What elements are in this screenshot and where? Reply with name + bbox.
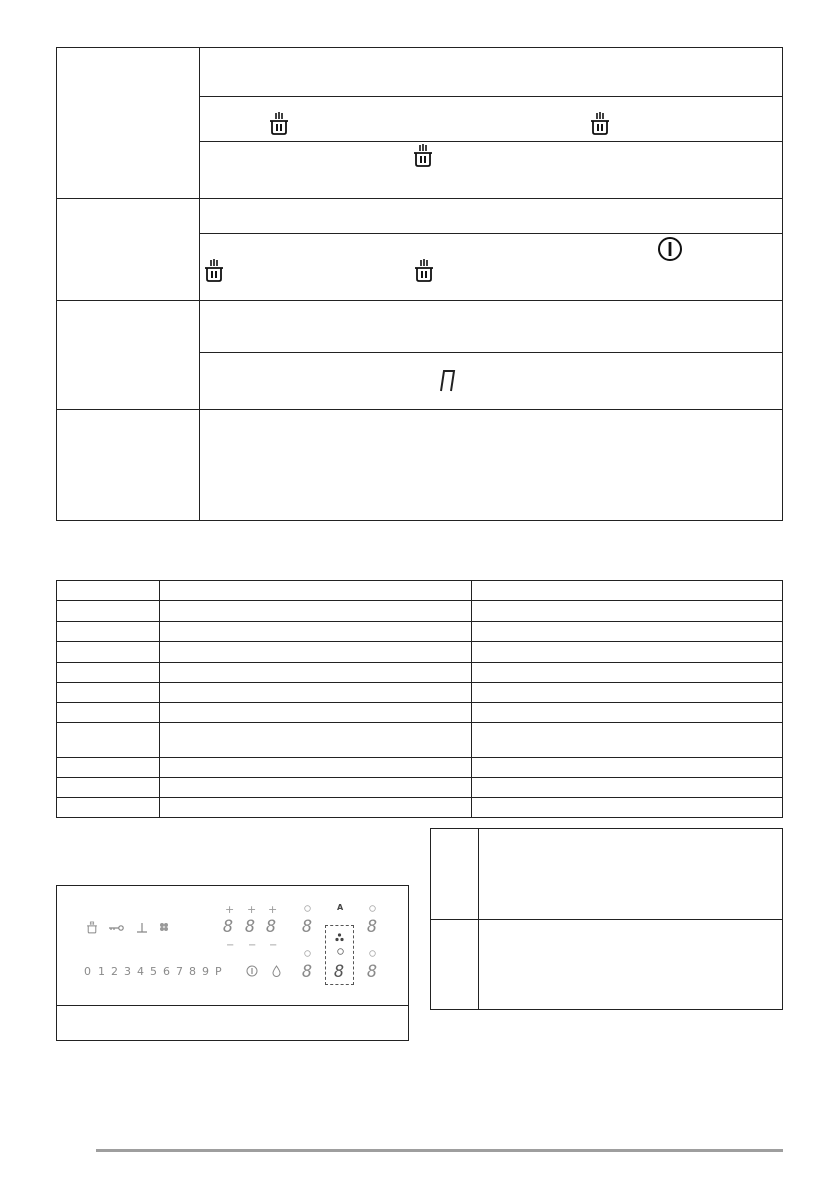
mid-table-col-divider <box>471 580 472 818</box>
mid-table-row <box>56 682 783 683</box>
mid-table-row <box>56 600 783 601</box>
mid-table-row <box>56 662 783 663</box>
zone-digit-1: 8 <box>223 917 234 937</box>
control-panel-caption-divider <box>56 1005 409 1006</box>
mid-table-row <box>56 722 783 723</box>
bridge-icon <box>136 922 148 933</box>
pot-with-steam-icon <box>589 112 611 136</box>
plus-2[interactable]: + <box>247 903 257 916</box>
row-separator <box>199 233 783 234</box>
timer-icon <box>304 950 311 957</box>
scale-1[interactable]: 1 <box>98 965 105 978</box>
power-icon <box>656 235 684 263</box>
flower-icon <box>159 922 169 932</box>
minus-1[interactable]: − <box>226 940 235 951</box>
fan-icon <box>335 933 344 942</box>
mid-table-row <box>56 641 783 642</box>
pot-icon <box>86 921 98 934</box>
scale-p[interactable]: P <box>215 965 222 978</box>
scale-6[interactable]: 6 <box>163 965 170 978</box>
scale-4[interactable]: 4 <box>137 965 144 978</box>
minus-2[interactable]: − <box>248 940 257 951</box>
minus-3[interactable]: − <box>269 940 278 951</box>
timer-digit-top-left: 8 <box>302 917 313 937</box>
pot-with-steam-icon <box>413 259 435 283</box>
scale-2[interactable]: 2 <box>111 965 118 978</box>
mid-table-row <box>56 777 783 778</box>
zone-digit-2: 8 <box>245 917 256 937</box>
mid-table-row <box>56 702 783 703</box>
drop-icon[interactable] <box>272 965 281 977</box>
timer-icon <box>369 905 376 912</box>
timer-icon <box>369 950 376 957</box>
row-separator <box>199 141 783 142</box>
pot-with-steam-icon <box>412 144 434 168</box>
mid-table-row <box>56 797 783 798</box>
side-table-row <box>430 919 783 920</box>
hood-digit: 8 <box>334 962 345 982</box>
timer-digit-top-right: 8 <box>367 917 378 937</box>
timer-digit-bottom-left: 8 <box>302 962 313 982</box>
mid-table-row <box>56 621 783 622</box>
mid-table <box>56 580 783 818</box>
top-table <box>56 47 783 521</box>
hood-timer-icon <box>337 948 344 955</box>
scale-0[interactable]: 0 <box>84 965 91 978</box>
top-table-divider <box>199 47 200 521</box>
row-separator <box>199 96 783 97</box>
seven-segment-n-icon <box>436 366 458 394</box>
timer-icon <box>304 905 311 912</box>
mid-table-row <box>56 757 783 758</box>
scale-7[interactable]: 7 <box>176 965 183 978</box>
section-separator <box>56 198 783 199</box>
panel-power-icon[interactable] <box>246 965 258 977</box>
plus-3[interactable]: + <box>268 903 278 916</box>
scale-8[interactable]: 8 <box>189 965 196 978</box>
footer-bar <box>96 1149 783 1152</box>
scale-9[interactable]: 9 <box>202 965 209 978</box>
scale-3[interactable]: 3 <box>124 965 131 978</box>
pot-with-steam-icon <box>203 259 225 283</box>
row-separator <box>199 352 783 353</box>
plus-1[interactable]: + <box>225 903 235 916</box>
scale-5[interactable]: 5 <box>150 965 157 978</box>
auto-label: A <box>337 903 344 912</box>
section-separator <box>56 300 783 301</box>
pot-with-steam-icon <box>268 112 290 136</box>
zone-digit-3: 8 <box>266 917 277 937</box>
mid-table-col-divider <box>159 580 160 818</box>
timer-digit-bottom-right: 8 <box>367 962 378 982</box>
section-separator <box>56 409 783 410</box>
key-lock-icon <box>108 924 124 932</box>
